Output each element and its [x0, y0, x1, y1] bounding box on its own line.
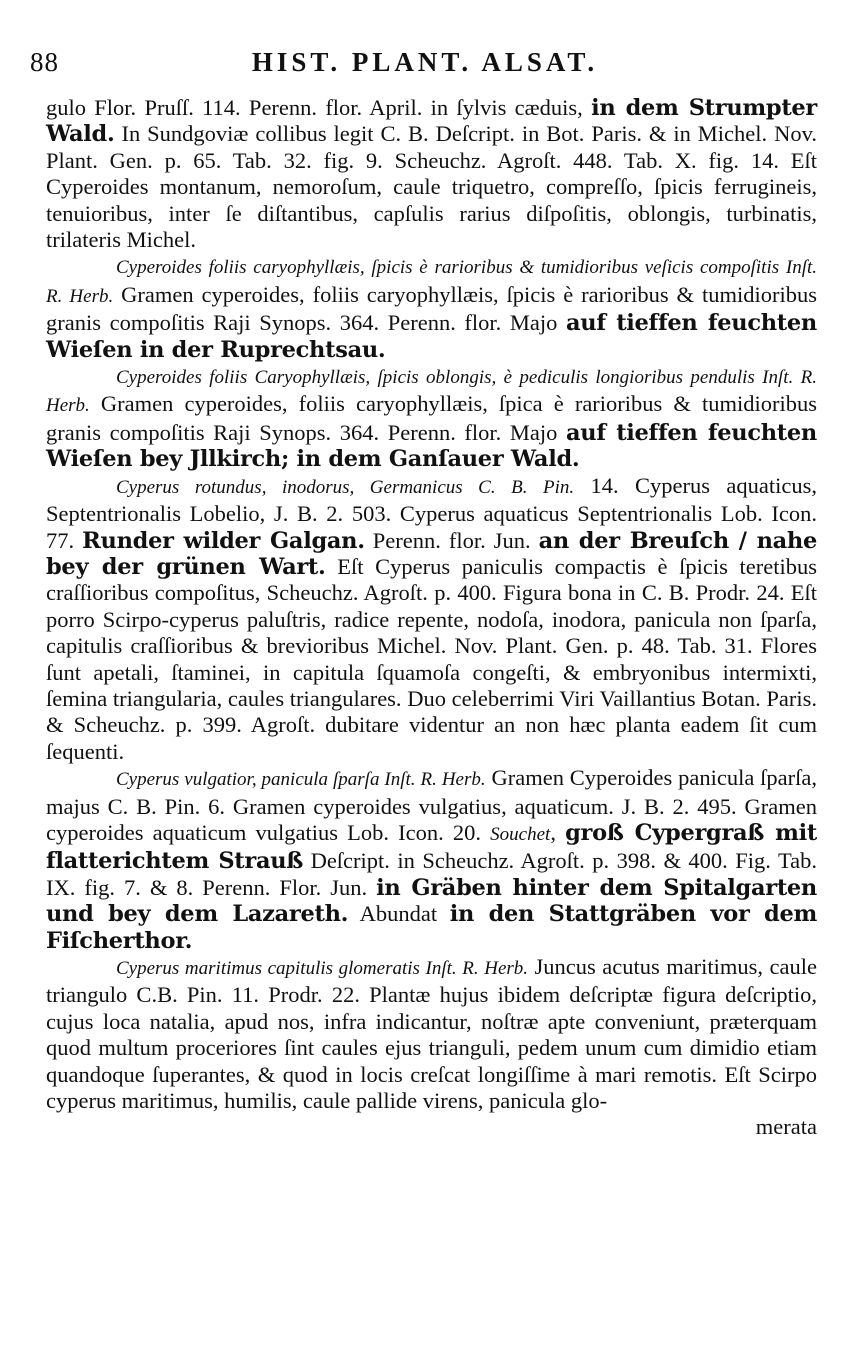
paragraph: Cyperoides foliis caryophyllæis, ſpicis è rarioribus & tumidioribus veſicis compoſitis Inſt. R. Herb. Gramen cyperoides, foliis caryophyllæis, ſpicis è rarioribus & tumidioribus granis compoſitis Raji Synops. 364. Perenn. flor. Majo auf tieffen feuchten Wieſen in der Ruprechtsau. — [46, 257, 818, 363]
page-number: 88 — [30, 47, 59, 77]
paragraph: Cyperus rotundus, inodorus, Germanicus C. B. Pin. 14. Cyperus aquaticus, Septentrionalis Lobelio, J. B. 2. 503. Cyperus aquaticus Septentrionalis Lob. Icon. 77. Runder wilder Galgan. Perenn. flor. Jun. an der Breuſch / nahe bey der grünen Wart. Eſt Cyperus paniculis compactis è ſpicis teretibus craſſioribus compoſitus, Scheuchz. Agroſt. p. 400. Figura bona in C. B. Prodr. 24. Eſt porro Scirpo-cyperus paluſtris, radice repente, nodoſa, inodora, panicula non ſparſa, capitulis craſſioribus & brevioribus Michel. Nov. Plant. Gen. p. 48. Tab. 31. Flores ſunt apetali, ſtaminei, in capitula ſquamoſa congeſti, & embryonibus intermixti, ſemina triangularia, caules triangulares. Duo celeberrimi Viri Vaillantius Botan. Paris. & Scheuchz. p. 399. Agroſt. dubitare videntur an non hæc planta eadem ſit cum ſequenti. — [46, 472, 817, 764]
paragraph: Cyperoides foliis Caryophyllæis, ſpicis oblongis, è pediculis longioribus pendulis Inſt. R. Herb. Gramen cyperoides, foliis caryophyllæis, ſpica è rarioribus & tumidioribus granis compoſitis Raji Synops. 364. Perenn. flor. Majo auf tieffen feuchten Wieſen bey Jllkirch; in dem Ganſauer Wald. — [46, 367, 817, 473]
paragraph: Cyperus maritimus capitulis glomeratis Inſt. R. Herb. Juncus acutus maritimus, caule triangulo C.B. Pin. 11. Prodr. 22. Plantæ hujus ibidem deſcriptæ figura deſcriptio, cujus loca natalia, apud nos, infra indicantur, noſtræ apte conveniunt, præterquam quod multum proceriores ſint caules ejus trianguli, pedem unum cum dimidio etiam quandoque ſuperantes, & quod in locis creſcat longiſſime à mari remotis. Eſt Scirpo cyperus maritimus, humilis, caule pallide virens, panicula glo- — [46, 954, 818, 1114]
running-title: HIST. PLANT. ALSAT. — [251, 47, 599, 77]
body-text — [46, 95, 817, 1141]
paragraph: gulo Flor. Pruſſ. 114. Perenn. flor. April. in ſylvis cæduis, in dem Strumpter Wald. In Sundgoviæ collibus legit C. B. Deſcript. in Bot. Paris. & in Michel. Nov. Plant. Gen. p. 65. Tab. 32. fig. 9. Scheuchz. Agroſt. 448. Tab. X. fig. 14. Eſt Cyperoides montanum, nemoroſum, caule triquetro, compreſſo, ſpicis ferrugineis, tenuioribus, inter ſe diſtantibus, capſulis rarius diſpoſitis, oblongis, turbinatis, trilateris Michel. — [46, 95, 817, 253]
paragraph: Cyperus vulgatior, panicula ſparſa Inſt. R. Herb. Gramen Cyperoides panicula ſparſa, majus C. B. Pin. 6. Gramen cyperoides vulgatius, aquaticum. J. B. 2. 495. Gramen cyperoides aquaticum vulgatius Lob. Icon. 20. Souchet, groß Cypergraß mit flatterichtem Strauß Deſcript. in Scheuchz. Agroſt. p. 398. & 400. Fig. Tab. IX. fig. 7. & 8. Perenn. Flor. Jun. in Gräben hinter dem Spitalgarten und bey dem Lazareth. Abundat in den Stattgräben vor dem Fiſcherthor. — [46, 765, 817, 954]
page-header — [30, 42, 820, 82]
catchword: merata — [755, 1114, 817, 1140]
